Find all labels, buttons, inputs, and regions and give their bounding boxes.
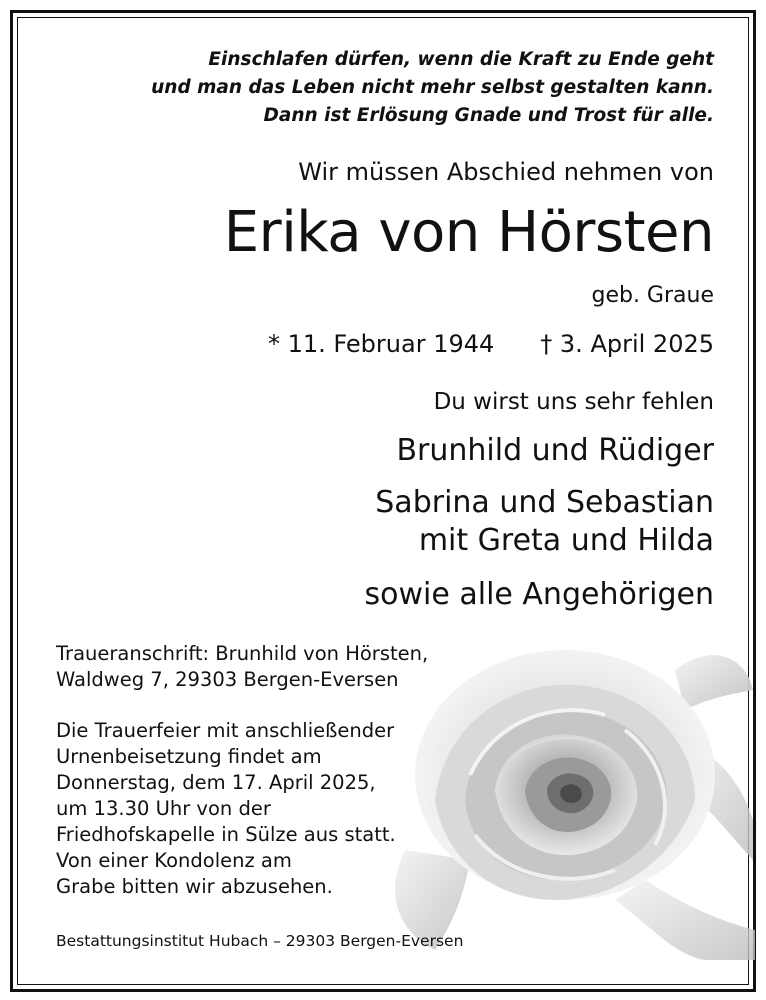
ceremony-line-1: Die Trauerfeier mit anschließender	[56, 719, 395, 742]
address-line-1: Traueranschrift: Brunhild von Hörsten,	[56, 642, 429, 665]
poem-line-3: Dann ist Erlösung Gnade und Trost für alle.	[263, 105, 714, 126]
ceremony-line-2: Urnenbeisetzung findet am	[56, 745, 322, 768]
poem-line-2: und man das Leben nicht mehr selbst gestalten kann.	[151, 77, 714, 98]
ceremony-line-6: Von einer Kondolenz am	[56, 849, 292, 872]
poem-line-1: Einschlafen dürfen, wenn die Kraft zu Ende geht	[208, 49, 714, 70]
address-line-2: Waldweg 7, 29303 Bergen-Eversen	[56, 668, 399, 691]
farewell-text: Du wirst uns sehr fehlen	[433, 389, 714, 415]
ceremony-line-7: Grabe bitten wir abzusehen.	[56, 875, 333, 898]
rose-image	[375, 600, 755, 960]
birth-date: * 11. Februar 1944	[268, 330, 495, 358]
mourning-address	[56, 641, 428, 693]
maiden-name: geb. Graue	[591, 283, 714, 308]
ceremony-line-3: Donnerstag, dem 17. April 2025,	[56, 771, 376, 794]
family-block	[375, 484, 714, 560]
poem-quote	[151, 46, 714, 130]
family-line-1: Brunhild und Rüdiger	[396, 433, 714, 468]
family-line-3: mit Greta und Hilda	[418, 523, 714, 558]
family-line-2: Sabrina und Sebastian	[375, 485, 714, 520]
undertaker-info: Bestattungsinstitut Hubach – 29303 Bergen-Eversen	[56, 932, 464, 950]
intro-text: Wir müssen Abschied nehmen von	[298, 158, 714, 186]
ceremony-line-5: Friedhofskapelle in Sülze aus statt.	[56, 823, 396, 846]
death-date: † 3. April 2025	[540, 330, 714, 358]
family-line-4: sowie alle Angehörigen	[364, 577, 714, 612]
ceremony-info	[56, 718, 396, 900]
ceremony-line-4: um 13.30 Uhr von der	[56, 797, 271, 820]
life-dates	[268, 330, 714, 358]
deceased-name: Erika von Hörsten	[223, 200, 714, 265]
